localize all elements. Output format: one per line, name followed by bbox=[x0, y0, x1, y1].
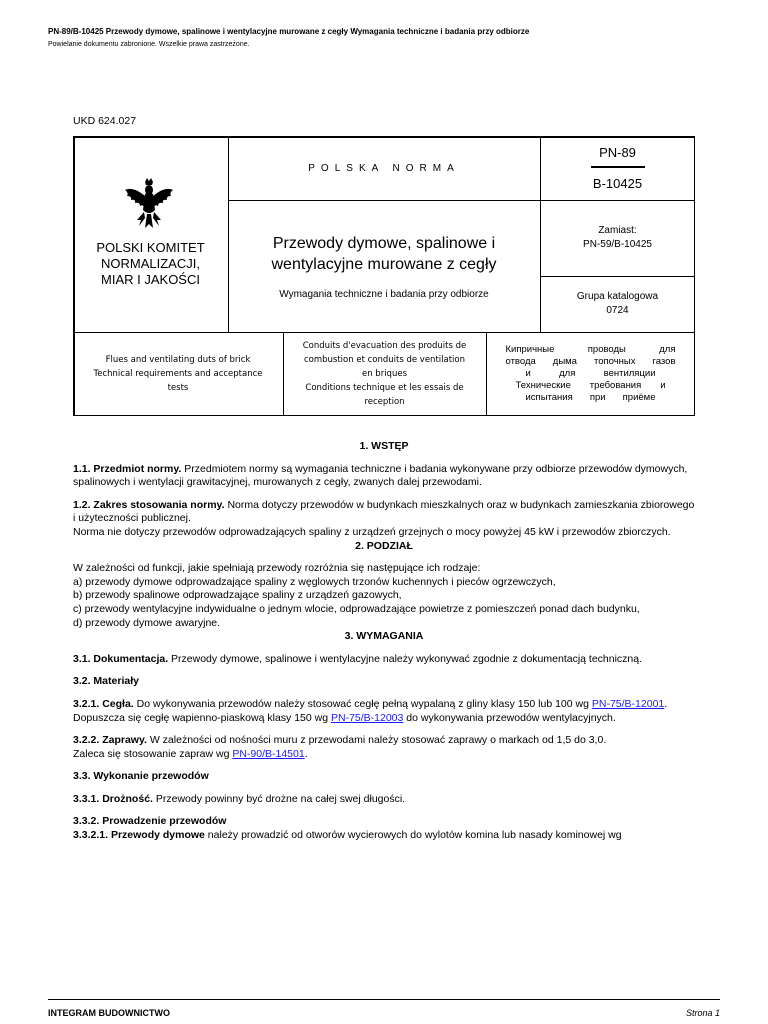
english-title: Flues and ventilating duts of brick Technical requirements and acceptance tests bbox=[93, 355, 263, 393]
standard-link[interactable]: PN-75/B-12003 bbox=[330, 711, 404, 724]
document-body bbox=[73, 440, 695, 843]
list-item: b) przewody spalinowe odprowadzające spaliny z urządzeń gazowych, bbox=[73, 589, 402, 602]
russian-title: Кипричные проводы для отвода дыма топочных газов и для вентиляции Технические требования и испытания при приёме bbox=[505, 344, 676, 403]
eagle-emblem-icon bbox=[123, 176, 175, 230]
section-title: 1. WSTĘP bbox=[359, 440, 409, 452]
standard-header-table bbox=[73, 136, 695, 416]
paragraph-3-3-1: 3.3.1. Drożność. Przewody powinny być drożne na całej swej długości. bbox=[73, 792, 406, 805]
standard-subtitle: Wymagania techniczne i badania przy odbiorze bbox=[279, 288, 489, 300]
section-title: 2. PODZIAŁ bbox=[355, 539, 413, 552]
paragraph-1-2: 1.2. Zakres stosowania normy. Norma dotyczy przewodów w budynkach mieszkalnych oraz w budynkach zamieszkania zbiorowego i użyteczności publicznej. bbox=[73, 498, 695, 525]
list-item: c) przewody wentylacyjne indywidualne o jednym wlocie, odprowadzające powietrze z pomieszczeń ponad dach budynku, bbox=[73, 602, 640, 615]
page-number: Strona 1 bbox=[685, 1008, 720, 1018]
document-header-title: PN-89/B-10425 Przewody dymowe, spalinowe i wentylacyjne murowane z cegły Wymagania techniczne i badania przy odbiorze bbox=[48, 27, 530, 36]
list-item: d) przewody dymowe awaryjne. bbox=[73, 616, 221, 629]
paragraph-1-2-cont: Norma nie dotyczy przewodów odprowadzających spaliny z urządzeń grzejnych o mocy powyżej 45 kW i przewodów zbiorczych. bbox=[73, 525, 671, 538]
standard-title: Przewody dymowe, spalinowe i wentylacyjne murowane z cegły Wymagania techniczne i badania przy odbiorze bbox=[271, 234, 497, 300]
paragraph-3-3-2-1: 3.3.2.1. Przewody dymowe należy prowadzić od otworów wycierowych do wylotów komina lub nasady kominowej wg bbox=[73, 829, 622, 842]
paragraph-3-2-1: 3.2.1. Cegła. Do wykonywania przewodów należy stosować cegłę pełną wypalaną z gliny klasy 150 lub 100 wg PN-75/B-12001. bbox=[73, 697, 668, 710]
standard-number: PN-89 B-10425 bbox=[540, 136, 695, 200]
subsection-title: 3.3.2. Prowadzenie przewodów bbox=[73, 815, 227, 828]
paragraph-3-1: 3.1. Dokumentacja. Przewody dymowe, spalinowe i wentylacyjne należy wykonywać zgodnie z dokumentacją techniczną. bbox=[73, 652, 643, 665]
list-item: a) przewody dymowe odprowadzające spaliny z węglowych trzonów kuchennych i pieców ogrzewczych, bbox=[73, 575, 556, 588]
paragraph-1-1: 1.1. Przedmiot normy. Przedmiotem normy są wymagania techniczne i badania wykonywane przy odbiorze przewodów dymowych, spalinowych i wentylacji grawitacyjnej, murowanych z cegły, zwanych dalej przewodami. bbox=[73, 462, 688, 489]
polska-norma-label: POLSKA NORMA bbox=[308, 162, 460, 174]
replaces-standard: Zamiast: PN-59/B-10425 bbox=[583, 225, 652, 250]
footer-divider bbox=[48, 999, 720, 1000]
committee-name: POLSKI KOMITET NORMALIZACJI, MIAR I JAKOŚCI bbox=[96, 240, 205, 287]
standard-link[interactable]: PN-90/B-14501 bbox=[232, 747, 305, 760]
paragraph-3-2-2-cont: Zaleca się stosowanie zapraw wg PN-90/B-14501. bbox=[73, 747, 308, 760]
subsection-title: 3.3. Wykonanie przewodów bbox=[73, 770, 209, 783]
french-title: Conduits d'evacuation des produits de combustion et conduits de ventilation en briques Conditions technique et les essais de reception bbox=[302, 341, 467, 407]
standard-link[interactable]: PN-75/B-12001 bbox=[591, 697, 665, 710]
footer-publisher: INTEGRAM BUDOWNICTWO bbox=[48, 1008, 170, 1018]
copyright-notice: Powielanie dokumentu zabronione. Wszelkie prawa zastrzeżone. bbox=[48, 41, 250, 48]
catalogue-group: Grupa katalogowa 0724 bbox=[576, 291, 659, 316]
paragraph-3-2-2: 3.2.2. Zaprawy. W zależności od nośności muru z przewodami należy stosować zaprawy o markach od 1,5 do 3,0. bbox=[73, 734, 607, 747]
paragraph-2-intro: W zależności od funkcji, jakie spełniają przewody rozróżnia się następujące ich rodzaje: bbox=[73, 562, 481, 575]
subsection-title: 3.2. Materiały bbox=[73, 675, 139, 688]
paragraph-3-2-1-cont: Dopuszcza się cegłę wapienno-piaskową klasy 150 wg PN-75/B-12003 do wykonywania przewodów wentylacyjnych. bbox=[73, 711, 616, 724]
section-title: 3. WYMAGANIA bbox=[344, 630, 424, 643]
ukd-number: UKD 624.027 bbox=[73, 115, 137, 127]
